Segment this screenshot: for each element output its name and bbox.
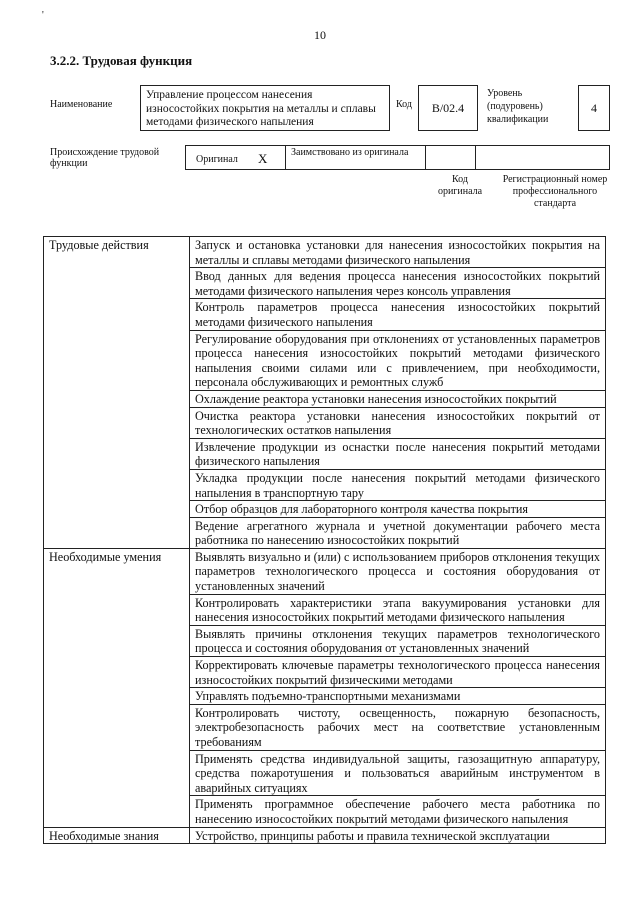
- table-cell-item: Регулирование оборудования при отклонениях от установленных параметров процесса нанесения износостойких покрытий методами физического напыления своими силами или с привлечением, при необходимости, персонала обслуживающих и ремонтных служб: [190, 330, 606, 390]
- origin-code-cell: [426, 146, 476, 169]
- code-label: Код: [396, 99, 412, 110]
- table-row: [44, 827, 606, 844]
- table-row: [44, 237, 606, 268]
- reg-number-caption: Регистрационный номер профессионального стандарта: [502, 174, 608, 209]
- table-cell-item: Выявлять визуально и (или) с использованием приборов отклонения текущих параметров технологического процесса и состояния оборудования от установленных значений: [190, 548, 606, 594]
- table-cell-item: Очистка реактора установки нанесения износостойких покрытий от технологических остатков напыления: [190, 407, 606, 438]
- corner-mark: ': [42, 10, 44, 21]
- table-cell-item: Применять средства индивидуальной защиты, газозащитную аппаратуру, средства пожаротушения и пользоваться аварийным инструментом в аварийных ситуациях: [190, 750, 606, 796]
- table-cell-item: Охлаждение реактора установки нанесения износостойких покрытий: [190, 390, 606, 407]
- origin-reg-cell: [476, 146, 609, 169]
- original-mark: X: [258, 151, 268, 166]
- level-label: Уровень (подуровень) квалификации: [487, 88, 549, 125]
- origin-original-cell: [186, 146, 286, 169]
- table-cell-item: Применять программное обеспечение рабочего места работника по нанесению износостойких покрытий методами физического напыления: [190, 796, 606, 827]
- table-cell-item: Запуск и остановка установки для нанесения износостойких покрытия на металлы и сплавы методами физического напыления: [190, 237, 606, 268]
- table-cell-item: Укладка продукции после нанесения покрытий методами физического напыления в транспортную тару: [190, 469, 606, 500]
- table-cell-item: Выявлять причины отклонения текущих параметров технологического процесса и состояния оборудования от установленных значений: [190, 625, 606, 656]
- section-heading: Необходимые умения: [44, 548, 190, 827]
- origin-label: Происхождение трудовой функции: [50, 147, 160, 169]
- origin-code-caption: Код оригинала: [437, 174, 483, 197]
- table-cell-item: Управлять подъемно-транспортными механизмами: [190, 688, 606, 705]
- table-cell-item: Устройство, принципы работы и правила технической эксплуатации: [190, 827, 606, 844]
- section-heading: Трудовые действия: [44, 237, 190, 549]
- origin-row: [185, 145, 610, 170]
- section-title: 3.2.2. Трудовая функция: [50, 53, 193, 68]
- borrowed-label: Заимствовано из оригинала: [286, 146, 426, 169]
- table-cell-item: Контролировать характеристики этапа вакуумирования установки для нанесения износостойких покрытий методами физического напыления: [190, 594, 606, 625]
- table-cell-item: Ввод данных для ведения процесса нанесения износостойких покрытий методами физического напыления через консоль управления: [190, 268, 606, 299]
- name-label: Наименование: [50, 99, 113, 110]
- function-name-box: Управление процессом нанесения износостойких покрытия на металлы и сплавы методами физического напыления: [140, 85, 390, 131]
- section-heading: Необходимые знания: [44, 827, 190, 844]
- table-cell-item: Контролировать чистоту, освещенность, пожарную безопасность, электробезопасность рабочих мест на соответствие установленным требованиям: [190, 704, 606, 750]
- code-box: B/02.4: [418, 85, 478, 131]
- table-row: [44, 548, 606, 594]
- level-box: 4: [578, 85, 610, 131]
- table-cell-item: Извлечение продукции из оснастки после нанесения покрытий методами физического напыления: [190, 438, 606, 469]
- function-table: [43, 236, 606, 844]
- table-cell-item: Ведение агрегатного журнала и учетной документации рабочего места работника по нанесению износостойких покрытий: [190, 517, 606, 548]
- page-number: 10: [314, 28, 326, 42]
- table-cell-item: Контроль параметров процесса нанесения износостойких покрытий методами физического напыления: [190, 299, 606, 330]
- table-cell-item: Отбор образцов для лабораторного контроля качества покрытия: [190, 501, 606, 518]
- original-label: Оригинал: [196, 154, 238, 165]
- table-cell-item: Корректировать ключевые параметры технологического процесса нанесения износостойких покрытий физическими методами: [190, 657, 606, 688]
